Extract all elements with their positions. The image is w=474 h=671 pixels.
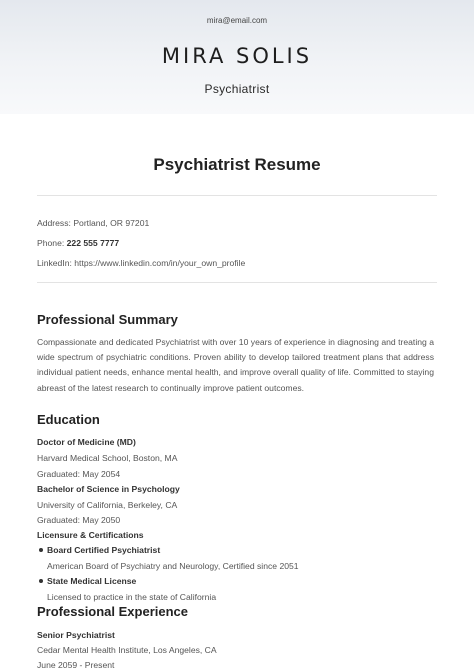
address-label: Address:: [37, 218, 71, 228]
bullet-icon: [39, 579, 43, 583]
education-graduated: Graduated: May 2054: [37, 469, 121, 479]
header-role: Psychiatrist: [204, 82, 270, 96]
education-degree: Bachelor of Science in Psychology: [37, 484, 180, 494]
license-title: Board Certified Psychiatrist: [47, 545, 161, 555]
linkedin-link[interactable]: https://www.linkedin.com/in/your_own_profile: [74, 258, 246, 268]
licensure-heading: Licensure & Certifications: [37, 530, 144, 540]
header-name: MIRA SOLIS: [161, 44, 313, 68]
education-school: University of California, Berkeley, CA: [37, 500, 178, 510]
phone-label: Phone:: [37, 238, 65, 248]
job-organization: Cedar Mental Health Institute, Los Angeles, CA: [37, 645, 217, 655]
contact-linkedin: [37, 258, 245, 268]
job-title: Senior Psychiatrist: [37, 630, 115, 640]
education-school: Harvard Medical School, Boston, MA: [37, 453, 178, 463]
contact-address: [37, 218, 149, 228]
experience-heading: Professional Experience: [37, 604, 189, 619]
education-graduated: Graduated: May 2050: [37, 515, 121, 525]
contact-divider: [37, 282, 437, 283]
title-divider: [37, 195, 437, 196]
license-detail: American Board of Psychiatry and Neurology, Certified since 2051: [47, 561, 299, 571]
resume-header: [0, 0, 474, 114]
job-dates: June 2059 - Present: [37, 660, 115, 670]
education-heading: Education: [37, 412, 100, 427]
linkedin-label: LinkedIn:: [37, 258, 72, 268]
bullet-icon: [39, 548, 43, 552]
contact-phone: [37, 238, 119, 248]
header-email: mira@email.com: [206, 16, 268, 25]
license-detail: Licensed to practice in the state of California: [47, 592, 217, 602]
address-value: Portland, OR 97201: [73, 218, 150, 228]
license-title: State Medical License: [47, 576, 137, 586]
education-degree: Doctor of Medicine (MD): [37, 437, 136, 447]
summary-text: Compassionate and dedicated Psychiatrist with over 10 years of experience in diagnosing and treating a wide spectrum of psychiatric conditions. Proven ability to develop tailored treatment plans that address individual patient needs, enhance mental health, and improve overall quality of life. Committed to staying abreast of the latest research to continually improve patient outcomes.: [37, 337, 434, 393]
phone-value: 222 555 7777: [66, 238, 120, 248]
summary-heading: Professional Summary: [37, 312, 178, 327]
page-title: Psychiatrist Resume: [153, 155, 321, 174]
